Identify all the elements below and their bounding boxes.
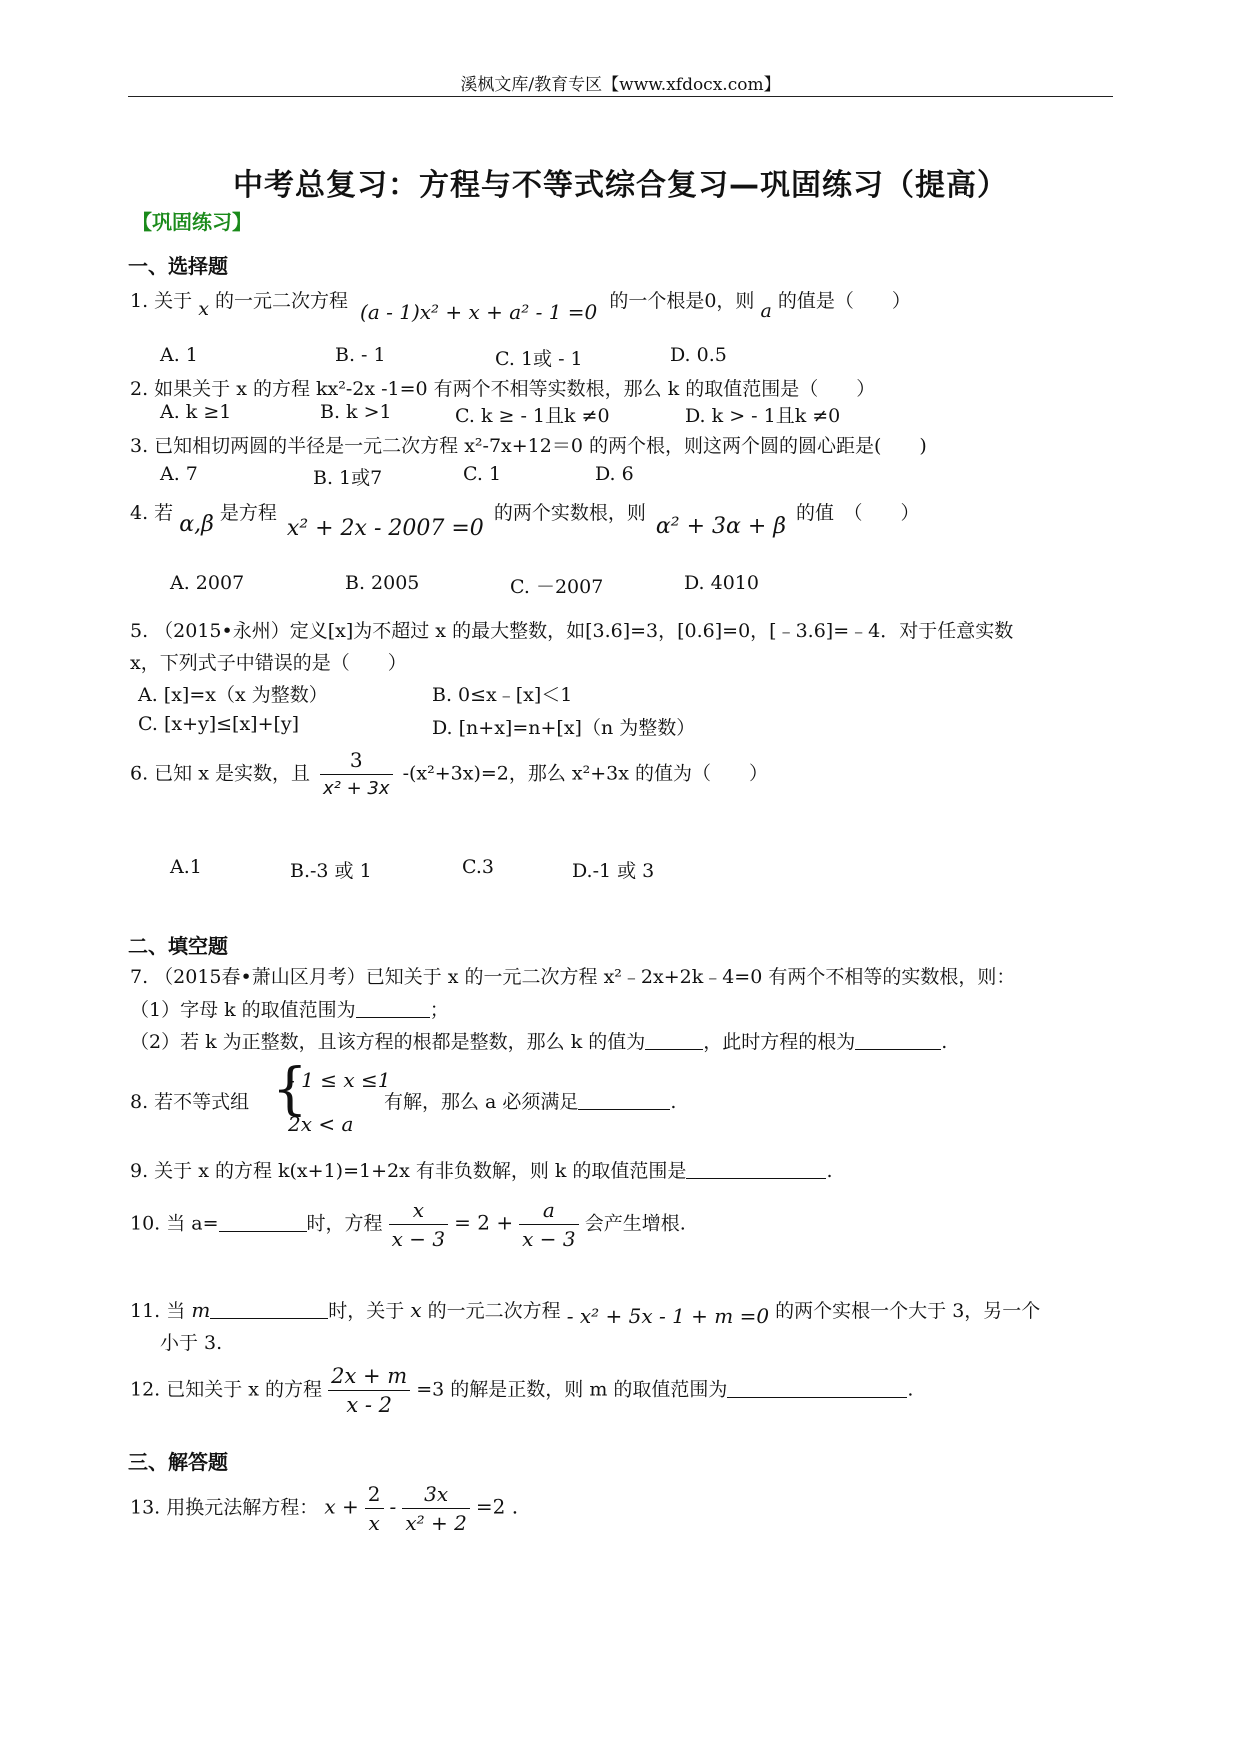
q8-answer-blank[interactable]	[578, 1091, 670, 1110]
q4-equation: x² + 2x - 2007 =0	[286, 516, 484, 541]
q7-part1-text: （1）字母 k 的取值范围为	[130, 999, 356, 1021]
question-13	[130, 1480, 518, 1537]
q7-answer-blank-1[interactable]	[356, 999, 430, 1018]
q8-end: .	[670, 1091, 677, 1113]
q13-pre: 13. 用换元法解方程：	[130, 1496, 319, 1519]
q7-answer-blank-2[interactable]	[645, 1031, 703, 1050]
q13-denominator-2: x² + 2	[405, 1511, 467, 1535]
q13-x-plus: x +	[324, 1494, 359, 1519]
question-5-line-2: x，下列式子中错误的是（ ）	[130, 652, 407, 674]
q12-end: .	[907, 1378, 914, 1401]
q12-answer-blank[interactable]	[727, 1379, 907, 1398]
q1-end: 的值是（ ）	[777, 290, 911, 312]
question-7-part-1	[130, 995, 449, 1022]
q4-option-c: C. －2007	[510, 576, 604, 598]
q11-mid: 时，关于	[328, 1300, 405, 1322]
question-11	[130, 1296, 1041, 1328]
q8-brace: {	[272, 1057, 308, 1122]
q1-post: 的一个根是0，则	[609, 290, 755, 312]
q1-var-x: x	[198, 298, 209, 320]
question-10	[130, 1196, 686, 1253]
question-12	[130, 1362, 913, 1419]
section-heading-solve: 三、解答题	[128, 1450, 228, 1474]
header-rule	[128, 96, 1113, 97]
q9-answer-blank[interactable]	[686, 1160, 826, 1179]
q13-numerator-1: 2	[365, 1480, 384, 1509]
q5-option-c: C. [x+y]≤[x]+[y]	[138, 713, 300, 735]
q10-fraction-1	[389, 1196, 448, 1253]
section-heading-choice: 一、选择题	[128, 254, 228, 278]
q1-option-d: D. 0.5	[670, 344, 727, 366]
q3-option-c: C. 1	[463, 463, 502, 485]
q7-answer-blank-3[interactable]	[855, 1031, 941, 1050]
q10-mid: 时，方程	[306, 1212, 383, 1235]
q10-post: 会产生增根.	[584, 1212, 686, 1235]
q11-equation: - x² + 5x - 1 + m =0	[566, 1304, 770, 1328]
q2-option-a: A. k ≥1	[160, 401, 232, 423]
q4-pre: 4. 若	[130, 502, 174, 524]
q12-post: =3 的解是正数，则 m 的取值范围为	[416, 1378, 728, 1401]
q11-pre: 11. 当	[130, 1300, 186, 1322]
q4-expression: α² + 3α + β	[655, 514, 786, 539]
q9-end: .	[826, 1160, 833, 1182]
q13-post: =2 .	[475, 1494, 519, 1519]
q8-post: 有解，那么 a 必须满足	[384, 1091, 579, 1113]
q1-option-b: B. - 1	[335, 344, 386, 366]
q1-option-a: A. 1	[160, 344, 198, 366]
q4-option-a: A. 2007	[170, 572, 245, 594]
section-heading-fill: 二、填空题	[128, 934, 228, 958]
q10-fraction-2	[519, 1196, 578, 1253]
q9-text: 9. 关于 x 的方程 k(x+1)=1+2x 有非负数解，则 k 的取值范围是	[130, 1160, 687, 1182]
q1-option-c: C. 1或 - 1	[495, 348, 583, 370]
q8-row-2: 2x < a	[288, 1112, 354, 1136]
question-11-line-2: 小于 3.	[160, 1332, 223, 1354]
question-6	[130, 746, 768, 803]
q6-numerator: 3	[320, 746, 393, 775]
q12-numerator: 2x + m	[328, 1362, 410, 1391]
q7-part2-text: （2）若 k 为正整数，且该方程的根都是整数，那么 k 的值为	[130, 1031, 646, 1053]
q3-option-a: A. 7	[160, 463, 198, 485]
question-1	[130, 286, 911, 324]
q5-option-b: B. 0≤x﹣[x]＜1	[432, 684, 573, 706]
question-8-pre: 8. 若不等式组	[130, 1091, 250, 1113]
q4-post: 的两个实数根，则	[493, 502, 646, 524]
page-title: 中考总复习：方程与不等式综合复习—巩固练习（提高）	[233, 168, 1008, 203]
q11-var-x: x	[410, 1298, 422, 1322]
q6-fraction	[320, 746, 393, 803]
question-4	[130, 498, 920, 541]
q3-option-d: D. 6	[595, 463, 634, 485]
q6-option-c: C.3	[462, 856, 494, 878]
q12-fraction	[328, 1362, 410, 1419]
q1-mid: 的一元二次方程	[214, 290, 348, 312]
q6-option-b: B.-3 或 1	[290, 860, 372, 882]
q6-option-d: D.-1 或 3	[572, 860, 655, 882]
q2-option-c: C. k ≥ - 1且k ≠0	[455, 405, 610, 427]
q13-denominator-1: x	[368, 1511, 380, 1535]
q11-answer-blank[interactable]	[210, 1300, 328, 1319]
q11-post: 的两个实根一个大于 3，另一个	[775, 1300, 1041, 1322]
q2-option-d: D. k > - 1且k ≠0	[685, 405, 841, 427]
q3-option-b: B. 1或7	[313, 467, 383, 489]
question-8-post	[384, 1087, 676, 1114]
q5-option-d: D. [n+x]=n+[x]（n 为整数）	[432, 717, 696, 739]
page-header: 溪枫文库/教育专区【www.xfdocx.com】	[460, 75, 781, 95]
q4-mid: 是方程	[219, 502, 277, 524]
q12-denominator: x - 2	[346, 1393, 392, 1417]
q13-minus: -	[389, 1494, 397, 1519]
q11-mid2: 的一元二次方程	[427, 1300, 561, 1322]
q13-numerator-2: 3x	[402, 1480, 470, 1509]
q8-row-1: - 1 ≤ x ≤1	[288, 1068, 391, 1092]
question-9	[130, 1156, 832, 1183]
q1-pre: 1. 关于	[130, 290, 193, 312]
q4-end: 的值 （ ）	[796, 502, 920, 524]
q1-var-a: a	[760, 300, 772, 322]
q6-post: -(x²+3x)=2，那么 x²+3x 的值为（ ）	[402, 762, 769, 785]
q10-equals: = 2 +	[454, 1210, 514, 1235]
question-5-line-1: 5. （2015•永州）定义[x]为不超过 x 的最大整数，如[3.6]=3，[0.6]=0，[﹣3.6]=﹣4．对于任意实数	[130, 620, 1014, 642]
q7-part2-mid: ，此时方程的根为	[703, 1031, 856, 1053]
q12-pre: 12. 已知关于 x 的方程	[130, 1378, 323, 1401]
q13-fraction-2	[402, 1480, 470, 1537]
q10-pre: 10. 当 a=	[130, 1212, 219, 1235]
q4-vars: α,β	[179, 512, 214, 537]
question-2: 2. 如果关于 x 的方程 kx²-2x -1=0 有两个不相等实数根，那么 k 的取值范围是（ ）	[130, 378, 876, 400]
q5-option-a: A. [x]=x（x 为整数）	[138, 684, 328, 706]
q10-numerator-1: x	[389, 1196, 448, 1225]
q6-pre: 6. 已知 x 是实数，且	[130, 762, 310, 785]
q6-option-a: A.1	[170, 856, 202, 878]
question-7-part-2	[130, 1027, 947, 1054]
q4-option-b: B. 2005	[345, 572, 420, 594]
q10-denominator-1: x − 3	[391, 1227, 446, 1251]
question-3: 3. 已知相切两圆的半径是一元二次方程 x²-7x+12＝0 的两个根，则这两个圆的圆心距是( )	[130, 435, 927, 457]
q10-answer-blank[interactable]	[219, 1213, 307, 1232]
q2-option-b: B. k >1	[320, 401, 392, 423]
q1-equation: (a - 1)x² + x + a² - 1 =0	[360, 300, 598, 324]
q11-var-m: m	[191, 1298, 211, 1322]
q4-option-d: D. 4010	[684, 572, 759, 594]
section-badge: 【巩固练习】	[132, 210, 252, 234]
q6-denominator: x² + 3x	[323, 778, 390, 799]
q7-part1-end: ；	[429, 999, 449, 1021]
q7-part2-end: .	[941, 1031, 948, 1053]
q13-fraction-1	[365, 1480, 384, 1537]
question-7-line-1: 7. （2015春•萧山区月考）已知关于 x 的一元二次方程 x²﹣2x+2k﹣4=0 有两个不相等的实数根，则：	[130, 966, 1016, 988]
q10-denominator-2: x − 3	[522, 1227, 576, 1251]
q10-numerator-2: a	[519, 1196, 578, 1225]
